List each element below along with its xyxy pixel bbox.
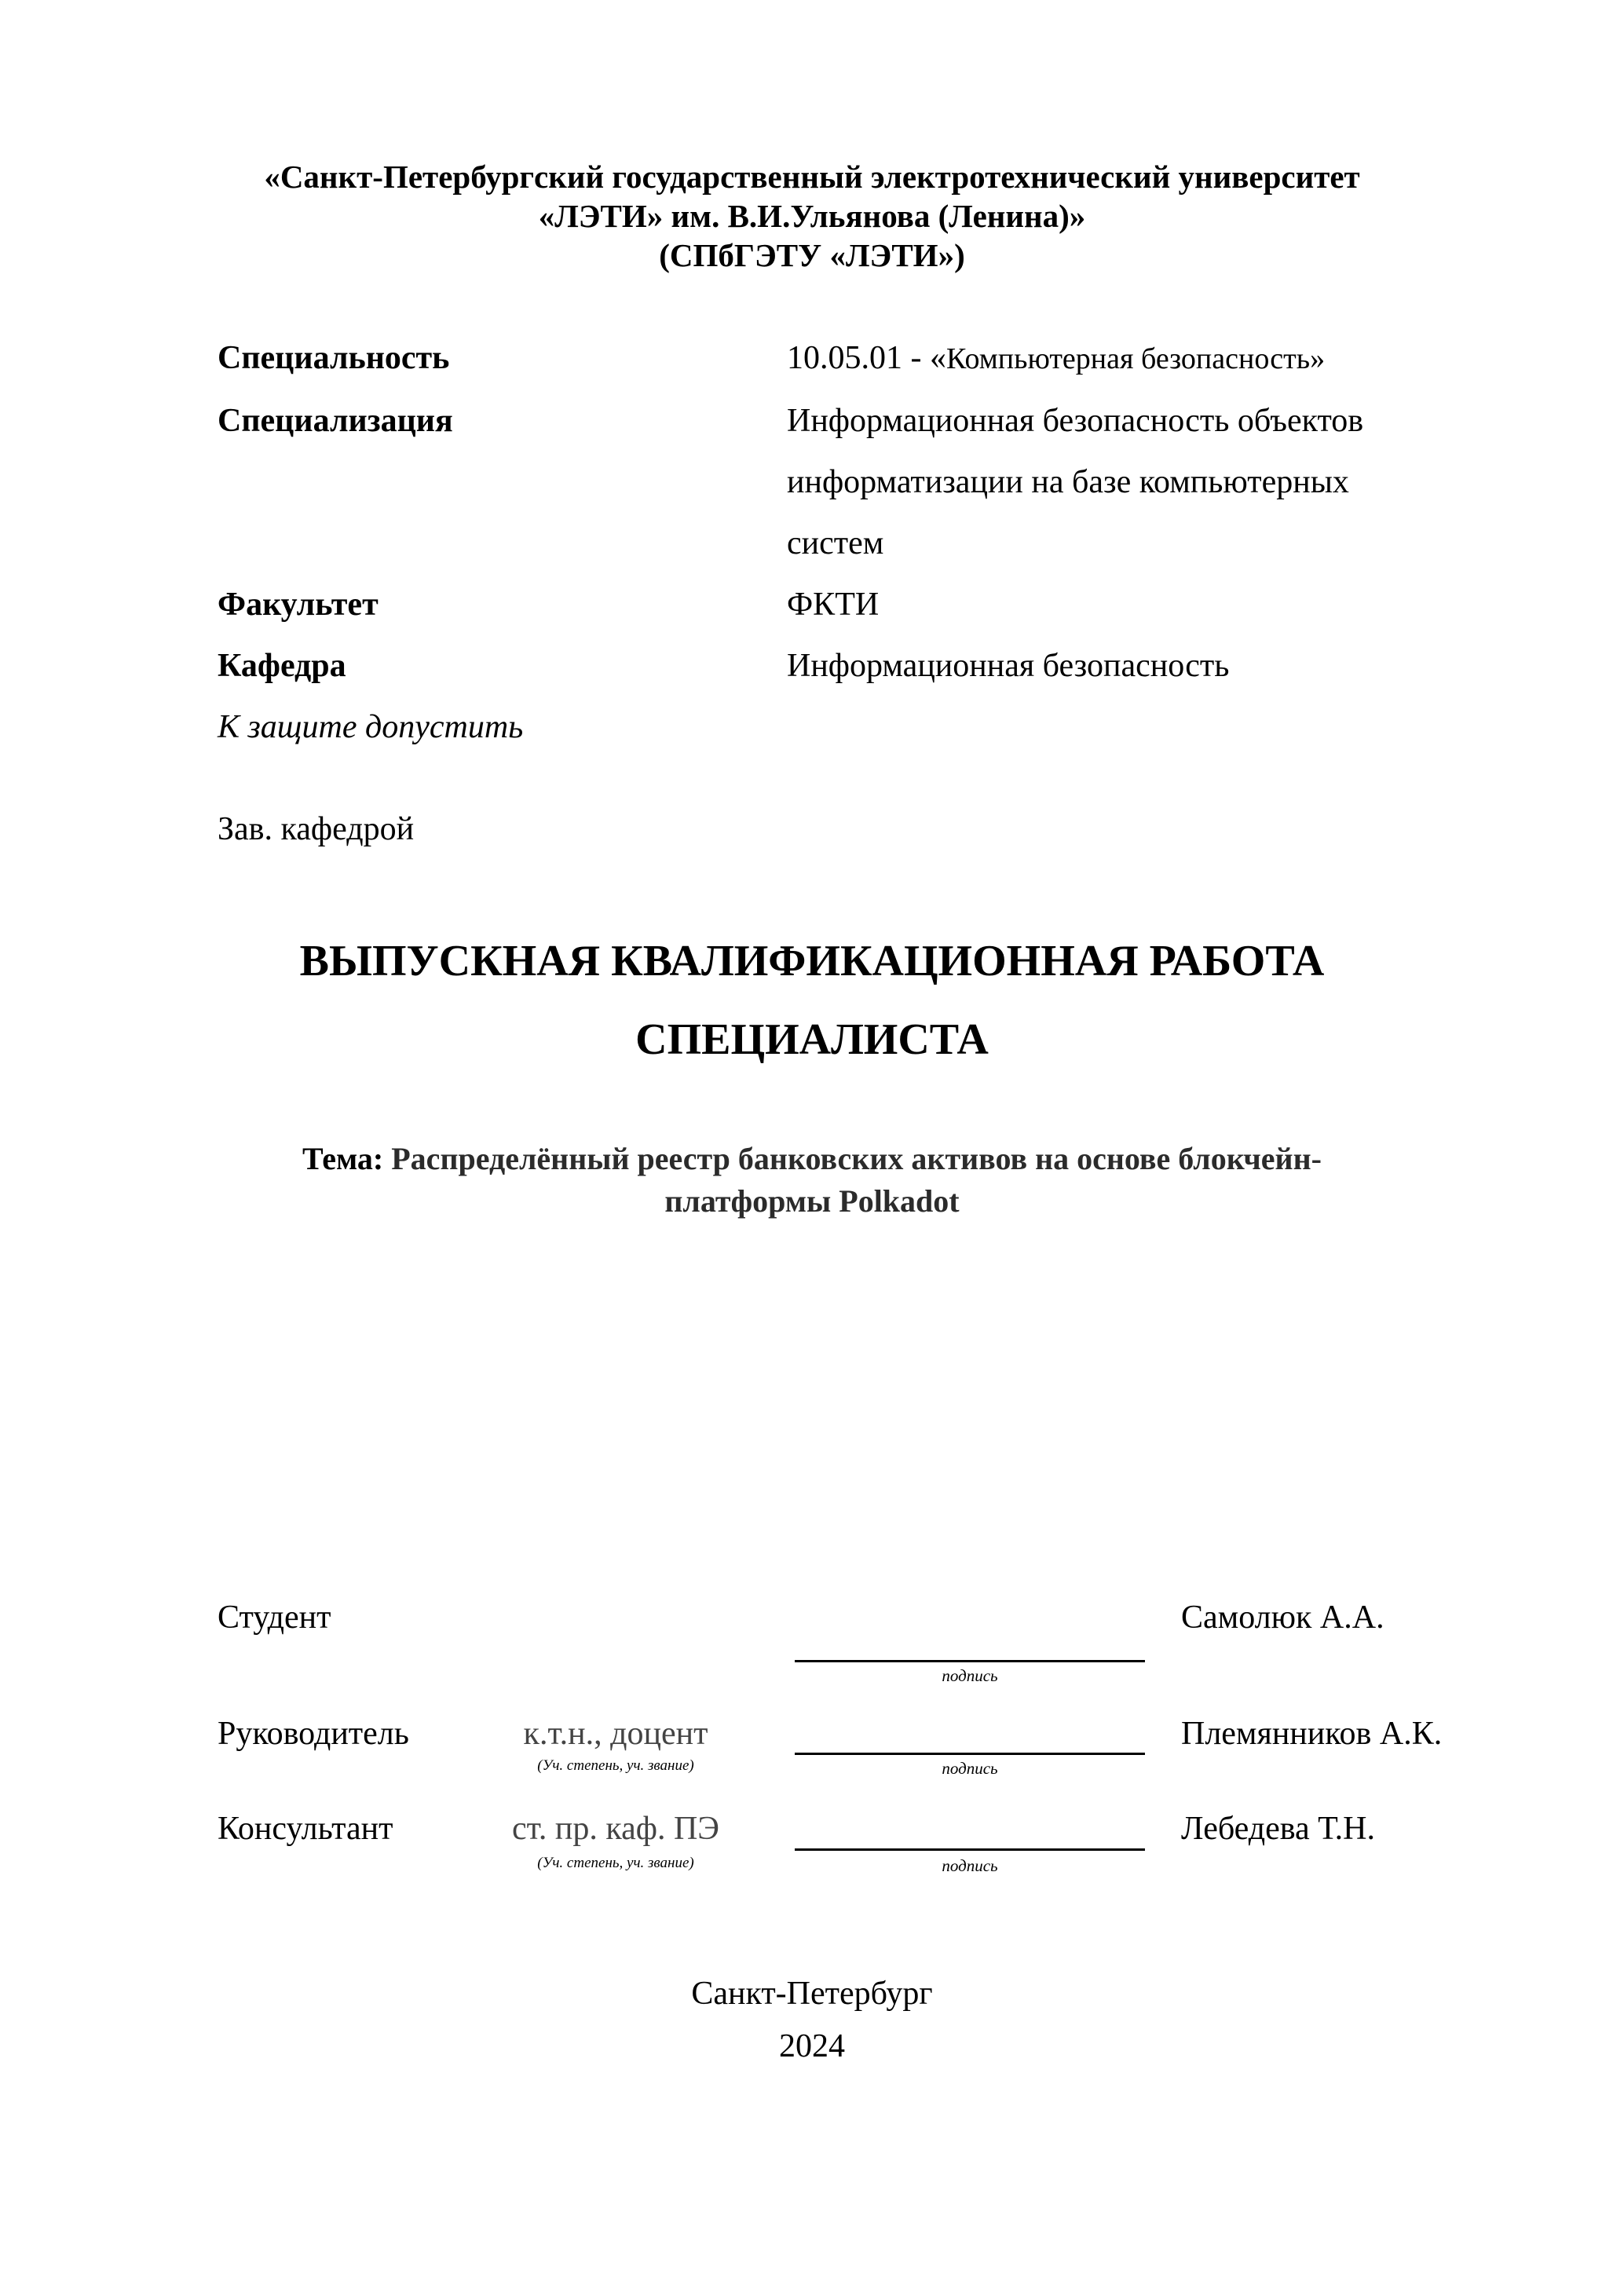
theme-label: Тема: (302, 1141, 384, 1176)
year: 2024 (779, 2028, 845, 2064)
degree-caption: (Уч. степень, уч. звание) (537, 1757, 694, 1774)
theme-line1 (0, 1140, 1624, 1177)
university-name-line1: «Санкт-Петербургский государственный электротехнический университет (264, 159, 1360, 195)
faculty-label: Факультет (218, 587, 379, 623)
signature-line (795, 1660, 1145, 1662)
signature-line (795, 1753, 1145, 1755)
signature-role: Консультант (218, 1811, 393, 1847)
specialization-line: информатизации на базе компьютерных (787, 464, 1349, 500)
department-value: Информационная безопасность (787, 648, 1230, 684)
signatory-name: Самолюк А.А. (1181, 1600, 1384, 1636)
academic-degree: ст. пр. каф. ПЭ (512, 1811, 719, 1847)
signature-role: Руководитель (218, 1716, 409, 1752)
signature-line (795, 1848, 1145, 1851)
university-name-line2: «ЛЭТИ» им. В.И.Ульянова (Ленина)» (538, 198, 1086, 234)
degree-caption: (Уч. степень, уч. звание) (537, 1855, 694, 1871)
document-title-line2: СПЕЦИАЛИСТА (635, 1015, 989, 1064)
city: Санкт-Петербург (691, 1976, 933, 2012)
head-of-department-label: Зав. кафедрой (218, 811, 415, 847)
academic-degree: к.т.н., доцент (523, 1716, 708, 1752)
signature-caption: подпись (942, 1856, 998, 1875)
signature-caption: подпись (942, 1759, 998, 1778)
document-title-line1: ВЫПУСКНАЯ КВАЛИФИКАЦИОННАЯ РАБОТА (299, 937, 1325, 985)
signature-role: Студент (218, 1600, 331, 1636)
signatory-name: Племянников А.К. (1181, 1716, 1443, 1752)
theme-text: платформы Polkadot (664, 1183, 960, 1219)
specialty-code: 10.05.01 - « (787, 340, 946, 376)
faculty-value: ФКТИ (787, 587, 880, 623)
specialty-value (787, 339, 1325, 377)
signature-caption: подпись (942, 1666, 998, 1685)
university-abbreviation: (СПбГЭТУ «ЛЭТИ») (659, 237, 965, 273)
theme-line2 (0, 1183, 1624, 1219)
admit-to-defense-text: К защите допустить (218, 709, 524, 745)
specialization-label: Специализация (218, 403, 453, 439)
specialty-label: Специальность (218, 340, 450, 376)
department-label: Кафедра (218, 648, 346, 684)
specialization-line: систем (787, 525, 884, 561)
signatory-name: Лебедева Т.Н. (1181, 1811, 1375, 1847)
specialization-line: Информационная безопасность объектов (787, 403, 1364, 439)
theme-text: Распределённый реестр банковских активов на основе блокчейн- (391, 1141, 1322, 1176)
specialty-name: Компьютерная безопасность» (946, 342, 1326, 375)
